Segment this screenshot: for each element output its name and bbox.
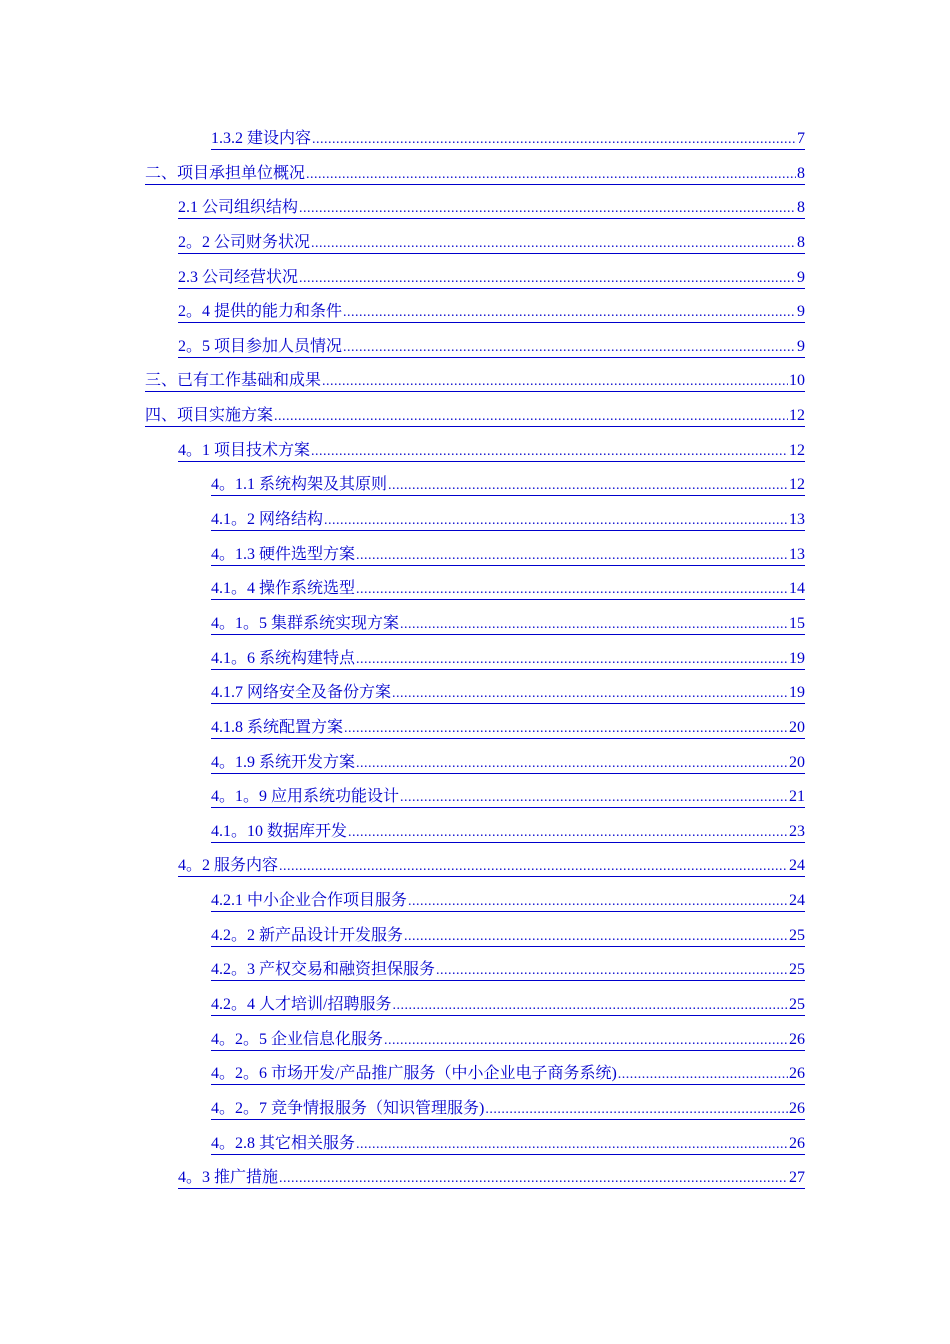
toc-dot-leader <box>312 129 796 149</box>
toc-entry-title: 4.1。2 网络结构 <box>211 511 324 529</box>
toc-dot-leader <box>384 1030 788 1050</box>
toc-entry-title: 4。2 服务内容 <box>178 857 279 875</box>
table-of-contents <box>0 120 950 1194</box>
toc-dot-leader <box>348 822 788 842</box>
toc-entry[interactable] <box>0 328 950 363</box>
toc-entry-title: 4.1。4 操作系统选型 <box>211 580 356 598</box>
toc-entry-title: 4.2.1 中小企业合作项目服务 <box>211 892 408 910</box>
toc-entry[interactable] <box>0 778 950 813</box>
toc-entry[interactable] <box>0 847 950 882</box>
toc-entry[interactable] <box>0 536 950 571</box>
toc-entry[interactable] <box>0 917 950 952</box>
toc-entry-title: 4。1.9 系统开发方案 <box>211 753 356 771</box>
toc-page-number: 25 <box>789 961 805 979</box>
toc-entry-title: 4.1.7 网络安全及备份方案 <box>211 684 392 702</box>
toc-entry-title: 4.1。6 系统构建特点 <box>211 649 356 667</box>
toc-entry-title: 4。2.8 其它相关服务 <box>211 1134 356 1152</box>
toc-entry[interactable] <box>0 259 950 294</box>
toc-page-number: 10 <box>789 372 805 390</box>
toc-entry[interactable] <box>0 709 950 744</box>
toc-entry[interactable] <box>0 882 950 917</box>
toc-entry-title: 2.1 公司组织结构 <box>178 199 299 217</box>
toc-entry[interactable] <box>0 293 950 328</box>
toc-entry[interactable] <box>0 674 950 709</box>
toc-entry-title: 4.2。3 产权交易和融资担保服务 <box>211 961 436 979</box>
toc-page-number: 19 <box>789 649 805 667</box>
toc-page-number: 26 <box>789 1134 805 1152</box>
toc-entry-title: 四、项目实施方案 <box>145 407 274 425</box>
toc-page-number: 27 <box>789 1169 805 1187</box>
toc-dot-leader <box>356 649 788 669</box>
toc-dot-leader <box>356 1134 788 1154</box>
toc-dot-leader <box>400 787 788 807</box>
toc-page-number: 8 <box>797 199 805 217</box>
toc-dot-leader <box>344 718 788 738</box>
toc-entry[interactable] <box>0 120 950 155</box>
toc-entry-title: 4。1 项目技术方案 <box>178 441 311 459</box>
toc-entry[interactable] <box>0 155 950 190</box>
toc-entry[interactable] <box>0 501 950 536</box>
toc-entry-title: 三、已有工作基础和成果 <box>145 372 322 390</box>
toc-dot-leader <box>618 1064 788 1084</box>
toc-page-number: 24 <box>789 857 805 875</box>
toc-page-number: 8 <box>797 233 805 251</box>
toc-entry[interactable] <box>0 1159 950 1194</box>
toc-entry-title: 1.3.2 建设内容 <box>211 130 312 147</box>
toc-page-number: 21 <box>789 788 805 806</box>
toc-page-number: 26 <box>789 1065 805 1083</box>
toc-entry[interactable] <box>0 1021 950 1056</box>
toc-dot-leader <box>343 337 796 357</box>
toc-entry-title: 4。1.1 系统构架及其原则 <box>211 476 388 494</box>
toc-entry[interactable] <box>0 1090 950 1125</box>
toc-entry-title: 2。5 项目参加人员情况 <box>178 337 343 355</box>
toc-entry[interactable] <box>0 640 950 675</box>
toc-entry-title: 4。1。5 集群系统实现方案 <box>211 614 400 632</box>
toc-dot-leader <box>274 406 788 426</box>
toc-dot-leader <box>279 856 788 876</box>
toc-dot-leader <box>311 441 788 461</box>
toc-entry[interactable] <box>0 570 950 605</box>
toc-entry-title: 4。1.3 硬件选型方案 <box>211 545 356 563</box>
toc-entry[interactable] <box>0 986 950 1021</box>
toc-entry[interactable] <box>0 466 950 501</box>
toc-dot-leader <box>306 164 796 184</box>
toc-dot-leader <box>356 579 788 599</box>
toc-dot-leader <box>392 995 788 1015</box>
toc-page-number: 20 <box>789 718 805 736</box>
toc-dot-leader <box>408 891 788 911</box>
toc-page-number: 25 <box>789 996 805 1014</box>
toc-page-number: 9 <box>797 268 805 286</box>
toc-page-number: 20 <box>789 753 805 771</box>
toc-page-number: 13 <box>789 545 805 563</box>
toc-dot-leader <box>299 198 796 218</box>
toc-entry-title: 二、项目承担单位概况 <box>145 164 306 182</box>
toc-dot-leader <box>343 302 796 322</box>
toc-page-number: 8 <box>797 164 805 182</box>
toc-dot-leader <box>388 475 788 495</box>
toc-page-number: 25 <box>789 926 805 944</box>
toc-entry-title: 4.2。4 人才培训/招聘服务 <box>211 996 392 1014</box>
toc-entry[interactable] <box>0 951 950 986</box>
toc-entry[interactable] <box>0 813 950 848</box>
toc-entry-title: 4。2。7 竞争情报服务（知识管理服务) <box>211 1099 485 1117</box>
toc-page-number: 14 <box>789 580 805 598</box>
toc-entry-title: 4。2。5 企业信息化服务 <box>211 1030 384 1048</box>
toc-entry-title: 2.3 公司经营状况 <box>178 268 299 286</box>
toc-entry[interactable] <box>0 1125 950 1160</box>
toc-page-number: 12 <box>789 476 805 494</box>
toc-page-number: 9 <box>797 337 805 355</box>
toc-page-number: 12 <box>789 407 805 425</box>
toc-dot-leader <box>279 1168 788 1188</box>
toc-entry[interactable] <box>0 189 950 224</box>
toc-entry-title: 4.1.8 系统配置方案 <box>211 718 344 736</box>
toc-entry-title: 2。4 提供的能力和条件 <box>178 303 343 321</box>
toc-dot-leader <box>356 545 788 565</box>
toc-dot-leader <box>322 371 788 391</box>
toc-page-number: 24 <box>789 892 805 910</box>
toc-page-number: 9 <box>797 303 805 321</box>
toc-entry-title: 2。2 公司财务状况 <box>178 233 311 251</box>
toc-page-number: 26 <box>789 1030 805 1048</box>
toc-page-number: 23 <box>789 822 805 840</box>
toc-entry-title: 4。2。6 市场开发/产品推广服务（中小企业电子商务系统) <box>211 1065 617 1083</box>
toc-dot-leader <box>392 683 788 703</box>
toc-entry[interactable] <box>0 432 950 467</box>
toc-entry-title: 4.1。10 数据库开发 <box>211 822 348 840</box>
toc-dot-leader <box>356 753 788 773</box>
toc-dot-leader <box>311 233 796 253</box>
toc-dot-leader <box>324 510 788 530</box>
toc-page-number: 13 <box>789 511 805 529</box>
toc-page-number: 19 <box>789 684 805 702</box>
toc-dot-leader <box>400 614 788 634</box>
toc-entry[interactable] <box>0 362 950 397</box>
toc-entry[interactable] <box>0 744 950 779</box>
toc-page-number: 26 <box>789 1099 805 1117</box>
toc-dot-leader <box>436 960 788 980</box>
toc-entry-title: 4.2。2 新产品设计开发服务 <box>211 926 404 944</box>
toc-entry-title: 4。1。9 应用系统功能设计 <box>211 788 400 806</box>
toc-page-number: 15 <box>789 614 805 632</box>
toc-entry[interactable] <box>0 1055 950 1090</box>
toc-page-number: 7 <box>797 130 805 147</box>
toc-entry-title: 4。3 推广措施 <box>178 1169 279 1187</box>
toc-entry[interactable] <box>0 397 950 432</box>
toc-entry[interactable] <box>0 605 950 640</box>
toc-entry[interactable] <box>0 224 950 259</box>
toc-page-number: 12 <box>789 441 805 459</box>
toc-dot-leader <box>299 268 796 288</box>
toc-dot-leader <box>485 1099 788 1119</box>
toc-dot-leader <box>404 926 788 946</box>
